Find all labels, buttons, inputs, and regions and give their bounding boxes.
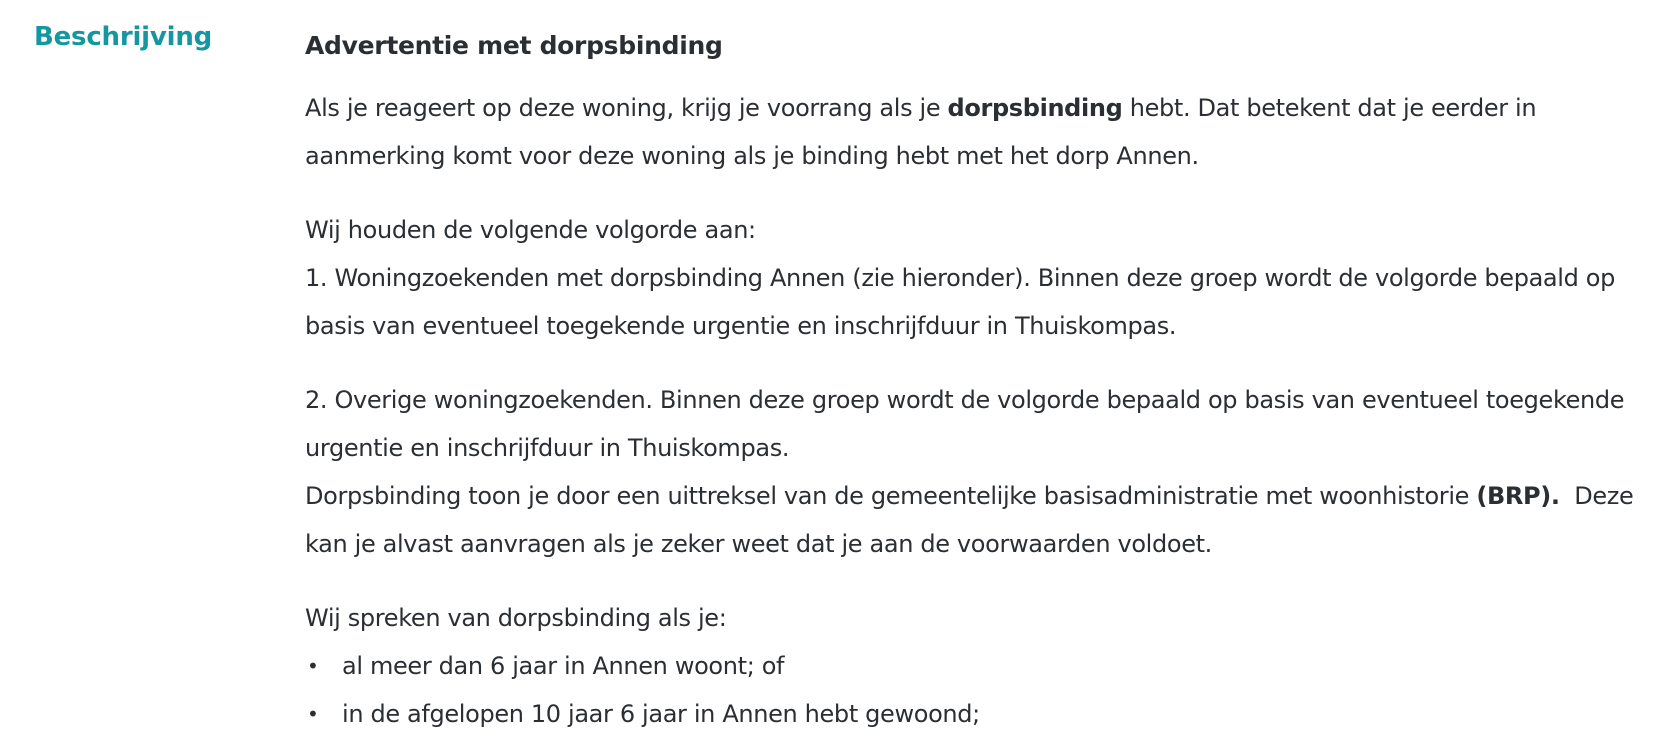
intro-text-end: hebt. Dat betekent dat je eerder in aanmerking komt voor deze woning als je binding hebt met het dorp Annen. (305, 94, 1537, 170)
description-content (305, 26, 1645, 738)
intro-paragraph (305, 84, 1645, 180)
order-intro: Wij houden de volgende volgorde aan: (305, 216, 756, 244)
list-item (305, 642, 1645, 690)
bullet-icon: • (307, 702, 319, 726)
condition-text: in de afgelopen 10 jaar 6 jaar in Annen hebt gewoond; (342, 700, 980, 728)
bullet-icon: • (307, 654, 319, 678)
intro-text-start: Als je reageert op deze woning, krijg je voorrang als je (305, 94, 948, 122)
conditions-list (305, 642, 1645, 738)
order-item-2: 2. Overige woningzoekenden. Binnen deze groep wordt de volgorde bepaald op basis van eventueel toegekende urgentie en inschrijfduur in Thuiskompas. (305, 386, 1625, 462)
proof-text-start: Dorpsbinding toon je door een uittreksel van de gemeentelijke basisadministratie met woonhistorie (305, 482, 1477, 510)
section-label: Beschrijving (34, 22, 213, 52)
order-item-2-paragraph (305, 376, 1645, 568)
order-paragraph (305, 206, 1645, 350)
condition-text: al meer dan 6 jaar in Annen woont; of (342, 652, 785, 680)
intro-bold-term: dorpsbinding (947, 94, 1123, 122)
proof-bold-term: (BRP). (1476, 482, 1560, 510)
conditions-intro: Wij spreken van dorpsbinding als je: (305, 604, 727, 632)
list-item (305, 690, 1645, 738)
order-item-1: 1. Woningzoekenden met dorpsbinding Annen (zie hieronder). Binnen deze groep wordt de volgorde bepaald op basis van eventueel toegekende urgentie en inschrijfduur in Thuiskompas. (305, 264, 1615, 340)
proof-text-end: Deze kan je alvast aanvragen als je zeker weet dat je aan de voorwaarden voldoet. (305, 482, 1641, 558)
description-heading: Advertentie met dorpsbinding (305, 31, 723, 60)
